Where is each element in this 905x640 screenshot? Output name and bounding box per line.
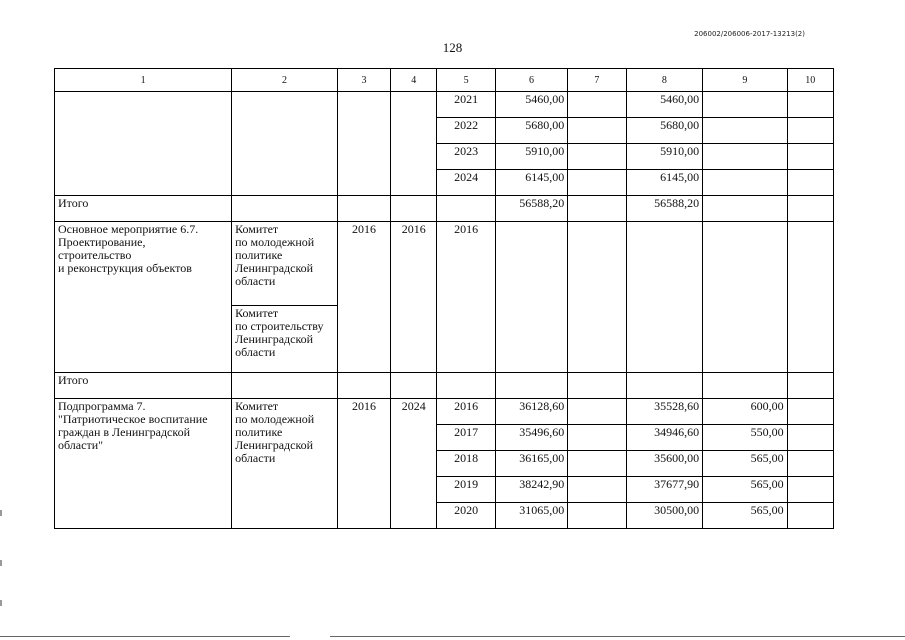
empty-cell — [568, 477, 626, 503]
total-amount-cell: 35496,60 — [495, 425, 567, 451]
empty-cell — [787, 170, 833, 196]
empty-cell — [787, 118, 833, 144]
col-header: 8 — [626, 69, 702, 92]
executor-cell — [232, 92, 338, 196]
empty-cell — [568, 425, 626, 451]
empty-cell — [703, 170, 788, 196]
total-label: Итого — [55, 373, 232, 399]
scan-line — [330, 636, 905, 637]
year-cell: 2017 — [437, 425, 495, 451]
amount-cell: 5460,00 — [626, 92, 702, 118]
activity-name-cell: Основное мероприятие 6.7. Проектирование, строительство и реконструкция объектов — [55, 222, 232, 373]
scan-line — [0, 636, 290, 637]
empty-cell — [787, 451, 833, 477]
empty-cell — [232, 196, 338, 222]
col-header: 6 — [495, 69, 567, 92]
empty-cell — [787, 196, 833, 222]
total-row — [55, 373, 834, 399]
scan-mark — [0, 510, 2, 516]
empty-cell — [337, 196, 390, 222]
empty-cell — [391, 373, 437, 399]
start-year-cell: 2016 — [337, 222, 390, 373]
empty-cell — [568, 373, 626, 399]
start-cell — [337, 92, 390, 196]
page-number: 128 — [442, 40, 463, 55]
empty-cell — [232, 373, 338, 399]
empty-cell — [787, 399, 833, 425]
subprogram-name-cell: Подпрограмма 7. "Патриотическое воспитание граждан в Ленинградской области" — [55, 399, 232, 529]
total-amount-cell: 36165,00 — [495, 451, 567, 477]
total-amount-cell: 38242,90 — [495, 477, 567, 503]
year-cell: 2023 — [437, 144, 495, 170]
empty-cell — [495, 222, 567, 373]
empty-cell — [787, 425, 833, 451]
amount-cell: 565,00 — [703, 503, 788, 529]
amount-cell: 565,00 — [703, 477, 788, 503]
empty-cell — [787, 503, 833, 529]
total-amount-cell: 31065,00 — [495, 503, 567, 529]
total-amount-cell: 5460,00 — [495, 92, 567, 118]
scan-mark — [0, 600, 2, 606]
empty-cell — [568, 144, 626, 170]
end-year-cell: 2016 — [391, 222, 437, 373]
empty-cell — [787, 373, 833, 399]
empty-cell — [703, 118, 788, 144]
empty-cell — [787, 477, 833, 503]
empty-cell — [787, 222, 833, 373]
year-cell: 2024 — [437, 170, 495, 196]
empty-cell — [495, 373, 567, 399]
empty-cell — [568, 503, 626, 529]
empty-cell — [437, 373, 495, 399]
end-cell — [391, 92, 437, 196]
amount-cell: 56588,20 — [626, 196, 702, 222]
empty-cell — [568, 451, 626, 477]
header-row — [55, 69, 834, 92]
empty-cell — [787, 92, 833, 118]
end-year-cell: 2024 — [391, 399, 437, 529]
col-header: 9 — [703, 69, 788, 92]
year-cell: 2016 — [437, 399, 495, 425]
total-amount-cell: 5910,00 — [495, 144, 567, 170]
amount-cell: 6145,00 — [626, 170, 702, 196]
amount-cell: 600,00 — [703, 399, 788, 425]
total-label: Итого — [55, 196, 232, 222]
table-row — [55, 92, 834, 118]
executor-cell: Комитет по молодежной политике Ленинградской области — [232, 222, 338, 306]
empty-cell — [626, 222, 702, 373]
year-cell: 2016 — [437, 222, 495, 373]
budget-table — [54, 68, 834, 529]
col-header: 2 — [232, 69, 338, 92]
amount-cell: 565,00 — [703, 451, 788, 477]
empty-cell — [568, 118, 626, 144]
empty-cell — [568, 170, 626, 196]
year-cell: 2020 — [437, 503, 495, 529]
year-cell: 2018 — [437, 451, 495, 477]
col-header: 7 — [568, 69, 626, 92]
amount-cell: 35600,00 — [626, 451, 702, 477]
empty-cell — [787, 144, 833, 170]
amount-cell: 550,00 — [703, 425, 788, 451]
total-amount-cell: 5680,00 — [495, 118, 567, 144]
executor-cell: Комитет по строительству Ленинградской области — [232, 306, 338, 373]
empty-cell — [703, 196, 788, 222]
amount-cell: 30500,00 — [626, 503, 702, 529]
empty-cell — [703, 373, 788, 399]
executor-cell: Комитет по молодежной политике Ленинградской области — [232, 399, 338, 529]
empty-cell — [568, 399, 626, 425]
total-amount-cell: 6145,00 — [495, 170, 567, 196]
empty-cell — [568, 92, 626, 118]
col-header: 4 — [391, 69, 437, 92]
empty-cell — [568, 196, 626, 222]
amount-cell: 34946,60 — [626, 425, 702, 451]
amount-cell: 5680,00 — [626, 118, 702, 144]
amount-cell: 5910,00 — [626, 144, 702, 170]
col-header: 5 — [437, 69, 495, 92]
year-cell: 2022 — [437, 118, 495, 144]
amount-cell: 35528,60 — [626, 399, 702, 425]
document-code: 206002/206006-2017-13213(2) — [694, 30, 805, 38]
empty-cell — [391, 196, 437, 222]
total-amount-cell: 36128,60 — [495, 399, 567, 425]
year-cell: 2021 — [437, 92, 495, 118]
name-cell — [55, 92, 232, 196]
col-header: 1 — [55, 69, 232, 92]
total-amount-cell: 56588,20 — [495, 196, 567, 222]
scan-mark — [0, 560, 2, 566]
table-row — [55, 222, 834, 306]
start-year-cell: 2016 — [337, 399, 390, 529]
empty-cell — [437, 196, 495, 222]
year-cell: 2019 — [437, 477, 495, 503]
table-row — [55, 399, 834, 425]
empty-cell — [703, 144, 788, 170]
empty-cell — [703, 92, 788, 118]
empty-cell — [703, 222, 788, 373]
col-header: 10 — [787, 69, 833, 92]
amount-cell: 37677,90 — [626, 477, 702, 503]
empty-cell — [568, 222, 626, 373]
col-header: 3 — [337, 69, 390, 92]
empty-cell — [337, 373, 390, 399]
total-row — [55, 196, 834, 222]
empty-cell — [626, 373, 702, 399]
